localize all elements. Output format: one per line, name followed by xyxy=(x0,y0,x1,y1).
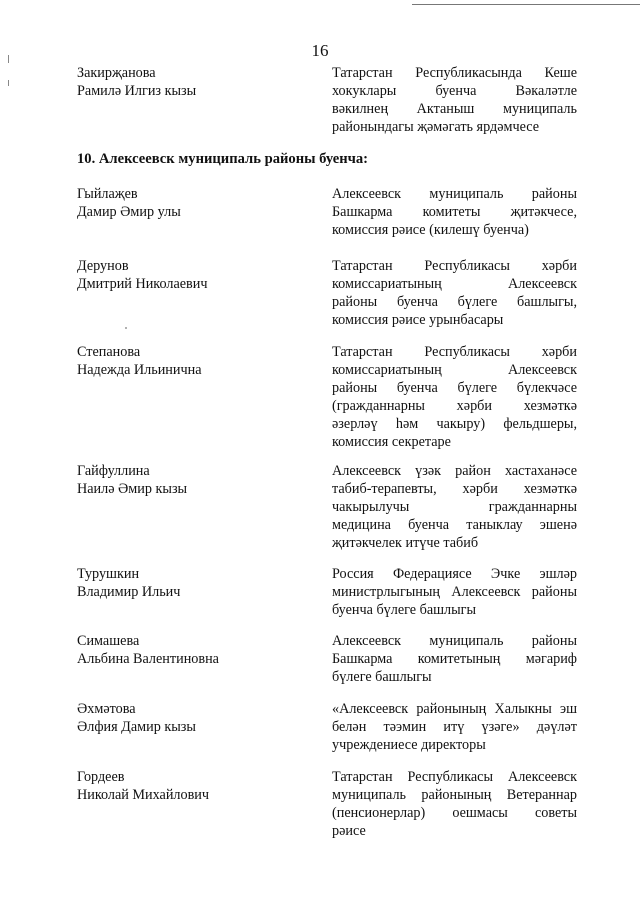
role-line: Россия Федерациясе Эчке эшләр xyxy=(332,566,577,582)
role-line: Татарстан Республикасында Кеше xyxy=(332,65,577,81)
role-line: «Алексеевск районының Халыкны эш xyxy=(332,701,577,717)
role-line: Алексеевск үзәк район хастаханәсе xyxy=(332,463,577,479)
member-surname: Турушкин xyxy=(77,566,140,582)
role-line: учреждениесе директоры xyxy=(332,737,486,753)
role-line: чакырылучы гражданнарны xyxy=(332,499,577,515)
member-given-names: Дамир Әмир улы xyxy=(77,204,181,220)
member-role xyxy=(332,64,577,136)
role-line: министрлыгының Алексеевск районы xyxy=(332,584,577,600)
member-name xyxy=(77,185,307,221)
member-surname: Гайфуллина xyxy=(77,463,150,479)
role-line: (гражданнарны хәрби хезмәткә xyxy=(332,398,577,414)
role-line: хокуклары буенча Вәкаләтле xyxy=(332,83,577,99)
margin-mark xyxy=(8,80,9,86)
member-role xyxy=(332,565,577,619)
member-surname: Симашева xyxy=(77,633,140,649)
member-surname: Степанова xyxy=(77,344,141,360)
member-role xyxy=(332,632,577,686)
role-line: вәкилнең Актаныш муниципаль xyxy=(332,101,577,117)
top-rule xyxy=(412,4,640,5)
member-surname: Закирҗанова xyxy=(77,65,156,81)
member-given-names: Надежда Ильинична xyxy=(77,362,202,378)
member-name xyxy=(77,343,307,379)
member-role xyxy=(332,768,577,840)
member-given-names: Наилә Әмир кызы xyxy=(77,481,188,497)
role-line: белән тәэмин итү үзәге» дәүләт xyxy=(332,719,577,735)
role-line: Башкарма комитетының мәгариф xyxy=(332,651,577,667)
role-line: бүлеге башлыгы xyxy=(332,669,432,685)
member-name xyxy=(77,257,307,293)
member-role xyxy=(332,700,577,754)
page-number: 16 xyxy=(311,41,329,60)
member-given-names: Николай Михайлович xyxy=(77,787,210,803)
role-line: комиссия рәисе урынбасары xyxy=(332,312,504,328)
member-surname: Әхмәтова xyxy=(77,701,136,717)
member-given-names: Рамилә Илгиз кызы xyxy=(77,83,197,99)
role-line: медицина буенча таныклау эшенә xyxy=(332,517,577,533)
member-name xyxy=(77,565,307,601)
role-line: рәисе xyxy=(332,823,366,839)
role-line: Татарстан Республикасы Алексеевск xyxy=(332,769,577,785)
role-line: җитәкчелек итүче табиб xyxy=(332,535,479,551)
member-given-names: Владимир Ильич xyxy=(77,584,181,600)
role-line: әзерләү һәм чакыру) фельдшеры, xyxy=(332,416,577,432)
role-line: районы буенча бүлеге бүлекчәсе xyxy=(332,380,577,396)
role-line: буенча бүлеге башлыгы xyxy=(332,602,477,618)
role-line: районындагы җәмәгать ярдәмчесе xyxy=(332,119,540,135)
member-surname: Гыйлаҗев xyxy=(77,186,138,202)
role-line: комиссариатының Алексеевск xyxy=(332,276,577,292)
section-heading: 10. Алексеевск муниципаль районы буенча: xyxy=(77,151,369,167)
member-name xyxy=(77,632,307,668)
member-name xyxy=(77,64,307,100)
member-name xyxy=(77,768,307,804)
member-role xyxy=(332,257,577,329)
member-role xyxy=(332,343,577,451)
role-line: комиссия секретаре xyxy=(332,434,451,450)
role-line: Алексеевск муниципаль районы xyxy=(332,186,577,202)
role-line: комиссия рәисе (килешү буенча) xyxy=(332,222,529,238)
role-line: Татарстан Республикасы хәрби xyxy=(332,258,577,274)
role-line: Татарстан Республикасы хәрби xyxy=(332,344,577,360)
member-given-names: Альбина Валентиновна xyxy=(77,651,219,667)
member-given-names: Дмитрий Николаевич xyxy=(77,276,208,292)
member-role xyxy=(332,185,577,239)
role-line: комиссариатының Алексеевск xyxy=(332,362,577,378)
role-line: табиб-терапевты, хәрби хезмәткә xyxy=(332,481,577,497)
member-name xyxy=(77,462,307,498)
member-surname: Дерунов xyxy=(77,258,129,274)
member-role xyxy=(332,462,577,552)
role-line: Башкарма комитеты җитәкчесе, xyxy=(332,204,577,220)
member-name xyxy=(77,700,307,736)
role-line: районы буенча бүлеге башлыгы, xyxy=(332,294,577,310)
member-given-names: Әлфия Дамир кызы xyxy=(77,719,196,735)
role-line: (пенсионерлар) оешмасы советы xyxy=(332,805,577,821)
scan-speck xyxy=(125,327,127,329)
role-line: Алексеевск муниципаль районы xyxy=(332,633,577,649)
role-line: муниципаль районының Ветераннар xyxy=(332,787,577,803)
member-surname: Гордеев xyxy=(77,769,125,785)
